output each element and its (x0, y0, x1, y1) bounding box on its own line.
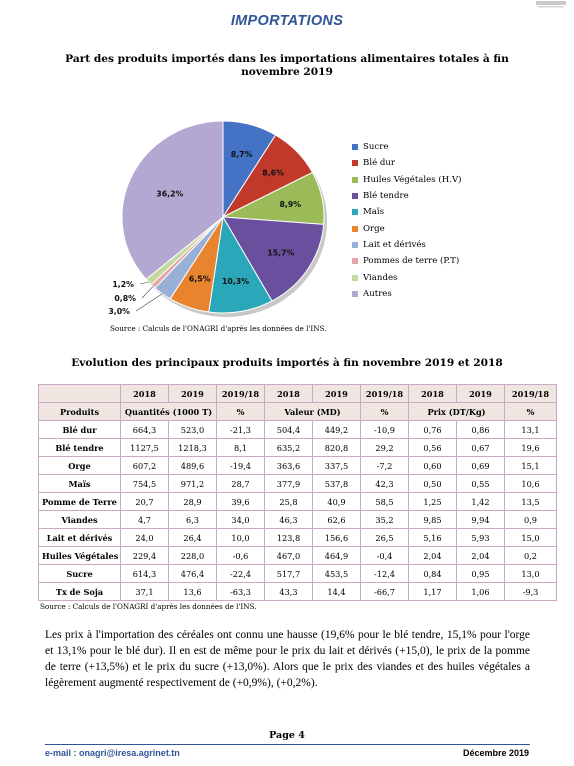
table-header-years (39, 385, 557, 403)
value-cell: 0,76 (409, 421, 457, 439)
legend-item (352, 172, 462, 188)
value-cell: 523,0 (169, 421, 217, 439)
value-cell: -63,3 (217, 583, 265, 601)
value-cell: 28,7 (217, 475, 265, 493)
value-cell: 467,0 (265, 547, 313, 565)
pie-leader-line (136, 294, 162, 311)
value-cell: 29,2 (361, 439, 409, 457)
chart-title: Part des produits importés dans les importations alimentaires totales à fin novembre 2019 (65, 53, 509, 78)
value-cell: 14,4 (313, 583, 361, 601)
value-cell: 0,86 (457, 421, 505, 439)
value-cell: 5,93 (457, 529, 505, 547)
value-cell: 0,69 (457, 457, 505, 475)
value-cell: 35,2 (361, 511, 409, 529)
value-cell: 8,1 (217, 439, 265, 457)
pie-data-label: 8,6% (262, 168, 284, 178)
value-cell: 34,0 (217, 511, 265, 529)
table-row (39, 547, 557, 565)
header-year-cell: 2018 (121, 385, 169, 403)
legend-label: Viandes (363, 272, 398, 283)
table-row (39, 457, 557, 475)
legend-item (352, 237, 462, 253)
value-cell: 0,67 (457, 439, 505, 457)
table-row (39, 583, 557, 601)
legend-label: Lait et dérivés (363, 239, 426, 250)
table-row (39, 493, 557, 511)
value-cell: 13,1 (505, 421, 557, 439)
legend-label: Orge (363, 223, 385, 234)
page-number: Page 4 (269, 730, 305, 741)
value-cell: 0,56 (409, 439, 457, 457)
product-name-cell: Blé dur (39, 421, 121, 439)
legend-item (352, 220, 462, 236)
product-name-cell: Tx de Soja (39, 583, 121, 601)
header-year-cell: 2018 (265, 385, 313, 403)
legend-label: Maïs (363, 207, 385, 218)
legend-swatch (352, 242, 358, 248)
value-cell: 0,95 (457, 565, 505, 583)
value-cell: 9,94 (457, 511, 505, 529)
legend-item (352, 155, 462, 171)
table-title: Evolution des principaux produits importés à fin novembre 2019 et 2018 (71, 357, 503, 369)
value-cell: 476,4 (169, 565, 217, 583)
value-cell: -19,4 (217, 457, 265, 475)
value-cell: 123,8 (265, 529, 313, 547)
value-cell: 0,84 (409, 565, 457, 583)
table-row (39, 439, 557, 457)
table-row (39, 511, 557, 529)
page-heading: IMPORTATIONS (230, 13, 344, 29)
value-cell: -0,6 (217, 547, 265, 565)
header-unit-cell: Produits (39, 403, 121, 421)
value-cell: 489,6 (169, 457, 217, 475)
value-cell: 337,5 (313, 457, 361, 475)
value-cell: 25,8 (265, 493, 313, 511)
legend-item (352, 139, 462, 155)
value-cell: 26,5 (361, 529, 409, 547)
value-cell: 607,2 (121, 457, 169, 475)
value-cell: 1,25 (409, 493, 457, 511)
legend-item (352, 188, 462, 204)
pie-data-label: 8,7% (230, 150, 253, 160)
value-cell: 614,3 (121, 565, 169, 583)
value-cell: 6,3 (169, 511, 217, 529)
value-cell: 42,3 (361, 475, 409, 493)
value-cell: 5,16 (409, 529, 457, 547)
value-cell: 1,42 (457, 493, 505, 511)
value-cell: -22,4 (217, 565, 265, 583)
value-cell: 537,8 (313, 475, 361, 493)
value-cell: 43,3 (265, 583, 313, 601)
legend-label: Huiles Végétales (H.V) (363, 174, 462, 185)
footer-divider (45, 744, 530, 745)
header-unit-cell: % (217, 403, 265, 421)
value-cell: 40,9 (313, 493, 361, 511)
product-name-cell: Sucre (39, 565, 121, 583)
value-cell: -21,3 (217, 421, 265, 439)
analysis-paragraph: Les prix à l'importation des céréales ont connu une hausse (19,6% pour le blé tendre, 15,1% pour l'orge et 13,1% pour le blé dur). Il en est de même pour le prix du lait et dérivés (+15,0), le prix de la pomme de terre (+13,5%) et le prix du sucre (+13,0%). Alors que le prix des viandes et des huiles végétales a légèrement augmenté respectivement de (+0,9%), (+0,2%). (45, 629, 530, 689)
value-cell: 19,6 (505, 439, 557, 457)
legend-item (352, 269, 462, 285)
value-cell: 15,1 (505, 457, 557, 475)
imports-table (38, 384, 557, 601)
pie-chart (0, 0, 574, 340)
chart-source: Source : Calculs de l'ONAGRI d'après les données de l'INS. (110, 324, 327, 333)
header-unit-cell: % (361, 403, 409, 421)
value-cell: 37,1 (121, 583, 169, 601)
value-cell: 971,2 (169, 475, 217, 493)
legend-swatch (352, 226, 358, 232)
legend-item (352, 286, 462, 302)
legend-label: Blé tendre (363, 191, 409, 202)
value-cell: 449,2 (313, 421, 361, 439)
legend-swatch (352, 193, 358, 199)
value-cell: 4,7 (121, 511, 169, 529)
product-name-cell: Maïs (39, 475, 121, 493)
table-row (39, 475, 557, 493)
pie-data-label: 36,2% (156, 189, 184, 199)
value-cell: 229,4 (121, 547, 169, 565)
legend-label: Blé dur (363, 158, 396, 169)
legend-label: Sucre (363, 142, 389, 153)
value-cell: 363,6 (265, 457, 313, 475)
pie-data-label: 15,7% (267, 248, 295, 258)
header-unit-cell: Prix (DT/Kg) (409, 403, 505, 421)
pie-data-label: 10,3% (221, 277, 250, 287)
legend-swatch (352, 144, 358, 150)
value-cell: 0,2 (505, 547, 557, 565)
value-cell: 26,4 (169, 529, 217, 547)
header-unit-cell: % (505, 403, 557, 421)
value-cell: -7,2 (361, 457, 409, 475)
value-cell: 228,0 (169, 547, 217, 565)
value-cell: 1218,3 (169, 439, 217, 457)
value-cell: 504,4 (265, 421, 313, 439)
value-cell: 39,6 (217, 493, 265, 511)
header-year-cell: 2019/18 (361, 385, 409, 403)
value-cell: 156,6 (313, 529, 361, 547)
product-name-cell: Viandes (39, 511, 121, 529)
table-row (39, 529, 557, 547)
pie-data-label: 1,2% (112, 280, 134, 289)
footer-email-link[interactable]: e-mail : onagri@iresa.agrinet.tn (45, 748, 180, 758)
product-name-cell: Orge (39, 457, 121, 475)
value-cell: -9,3 (505, 583, 557, 601)
value-cell: -0,4 (361, 547, 409, 565)
value-cell: 13,5 (505, 493, 557, 511)
header-year-cell: 2019/18 (505, 385, 557, 403)
value-cell: 2,04 (457, 547, 505, 565)
value-cell: 635,2 (265, 439, 313, 457)
value-cell: 820,8 (313, 439, 361, 457)
header-year-cell (39, 385, 121, 403)
value-cell: 24,0 (121, 529, 169, 547)
value-cell: 1,06 (457, 583, 505, 601)
value-cell: 10,6 (505, 475, 557, 493)
pie-data-label: 0,8% (114, 294, 136, 303)
value-cell: 754,5 (121, 475, 169, 493)
legend-label: Pommes de terre (P.T) (363, 256, 460, 267)
table-row (39, 421, 557, 439)
value-cell: 517,7 (265, 565, 313, 583)
value-cell: 2,04 (409, 547, 457, 565)
value-cell: 58,5 (361, 493, 409, 511)
pie-data-label: 3,0% (108, 307, 130, 316)
value-cell: 13,6 (169, 583, 217, 601)
value-cell: 664,3 (121, 421, 169, 439)
legend-swatch (352, 160, 358, 166)
header-year-cell: 2019 (313, 385, 361, 403)
legend-swatch (352, 177, 358, 183)
header-year-cell: 2019/18 (217, 385, 265, 403)
pie-data-label: 6,5% (188, 274, 211, 284)
pie-leader-line (142, 286, 153, 298)
legend-item (352, 253, 462, 269)
table-header-units (39, 403, 557, 421)
legend-swatch (352, 275, 358, 281)
value-cell: -66,7 (361, 583, 409, 601)
value-cell: 10,0 (217, 529, 265, 547)
footer-date: Décembre 2019 (462, 748, 529, 758)
value-cell: 464,9 (313, 547, 361, 565)
legend-swatch (352, 291, 358, 297)
header-unit-cell: Valeur (MD) (265, 403, 361, 421)
value-cell: 1127,5 (121, 439, 169, 457)
product-name-cell: Huiles Végétales (39, 547, 121, 565)
value-cell: 0,9 (505, 511, 557, 529)
pie-data-label: 8,9% (279, 199, 302, 209)
value-cell: 0,60 (409, 457, 457, 475)
value-cell: 377,9 (265, 475, 313, 493)
legend-swatch (352, 209, 358, 215)
pie-leader-line (140, 282, 149, 284)
value-cell: 453,5 (313, 565, 361, 583)
value-cell: 0,50 (409, 475, 457, 493)
header-year-cell: 2019 (169, 385, 217, 403)
header-unit-cell: Quantités (1000 T) (121, 403, 217, 421)
header-year-cell: 2018 (409, 385, 457, 403)
value-cell: -10,9 (361, 421, 409, 439)
header-year-cell: 2019 (457, 385, 505, 403)
value-cell: 13,0 (505, 565, 557, 583)
value-cell: 28,9 (169, 493, 217, 511)
value-cell: 20,7 (121, 493, 169, 511)
product-name-cell: Blé tendre (39, 439, 121, 457)
value-cell: -12,4 (361, 565, 409, 583)
value-cell: 1,17 (409, 583, 457, 601)
value-cell: 0,55 (457, 475, 505, 493)
product-name-cell: Lait et dérivés (39, 529, 121, 547)
value-cell: 46,3 (265, 511, 313, 529)
chart-legend (352, 139, 462, 302)
table-row (39, 565, 557, 583)
legend-item (352, 204, 462, 220)
legend-swatch (352, 258, 358, 264)
value-cell: 62,6 (313, 511, 361, 529)
table-source: Source : Calculs de l'ONAGRI d'après les données de l'INS. (40, 602, 257, 611)
legend-label: Autres (363, 288, 392, 299)
value-cell: 9,85 (409, 511, 457, 529)
value-cell: 15,0 (505, 529, 557, 547)
product-name-cell: Pomme de Terre (39, 493, 121, 511)
